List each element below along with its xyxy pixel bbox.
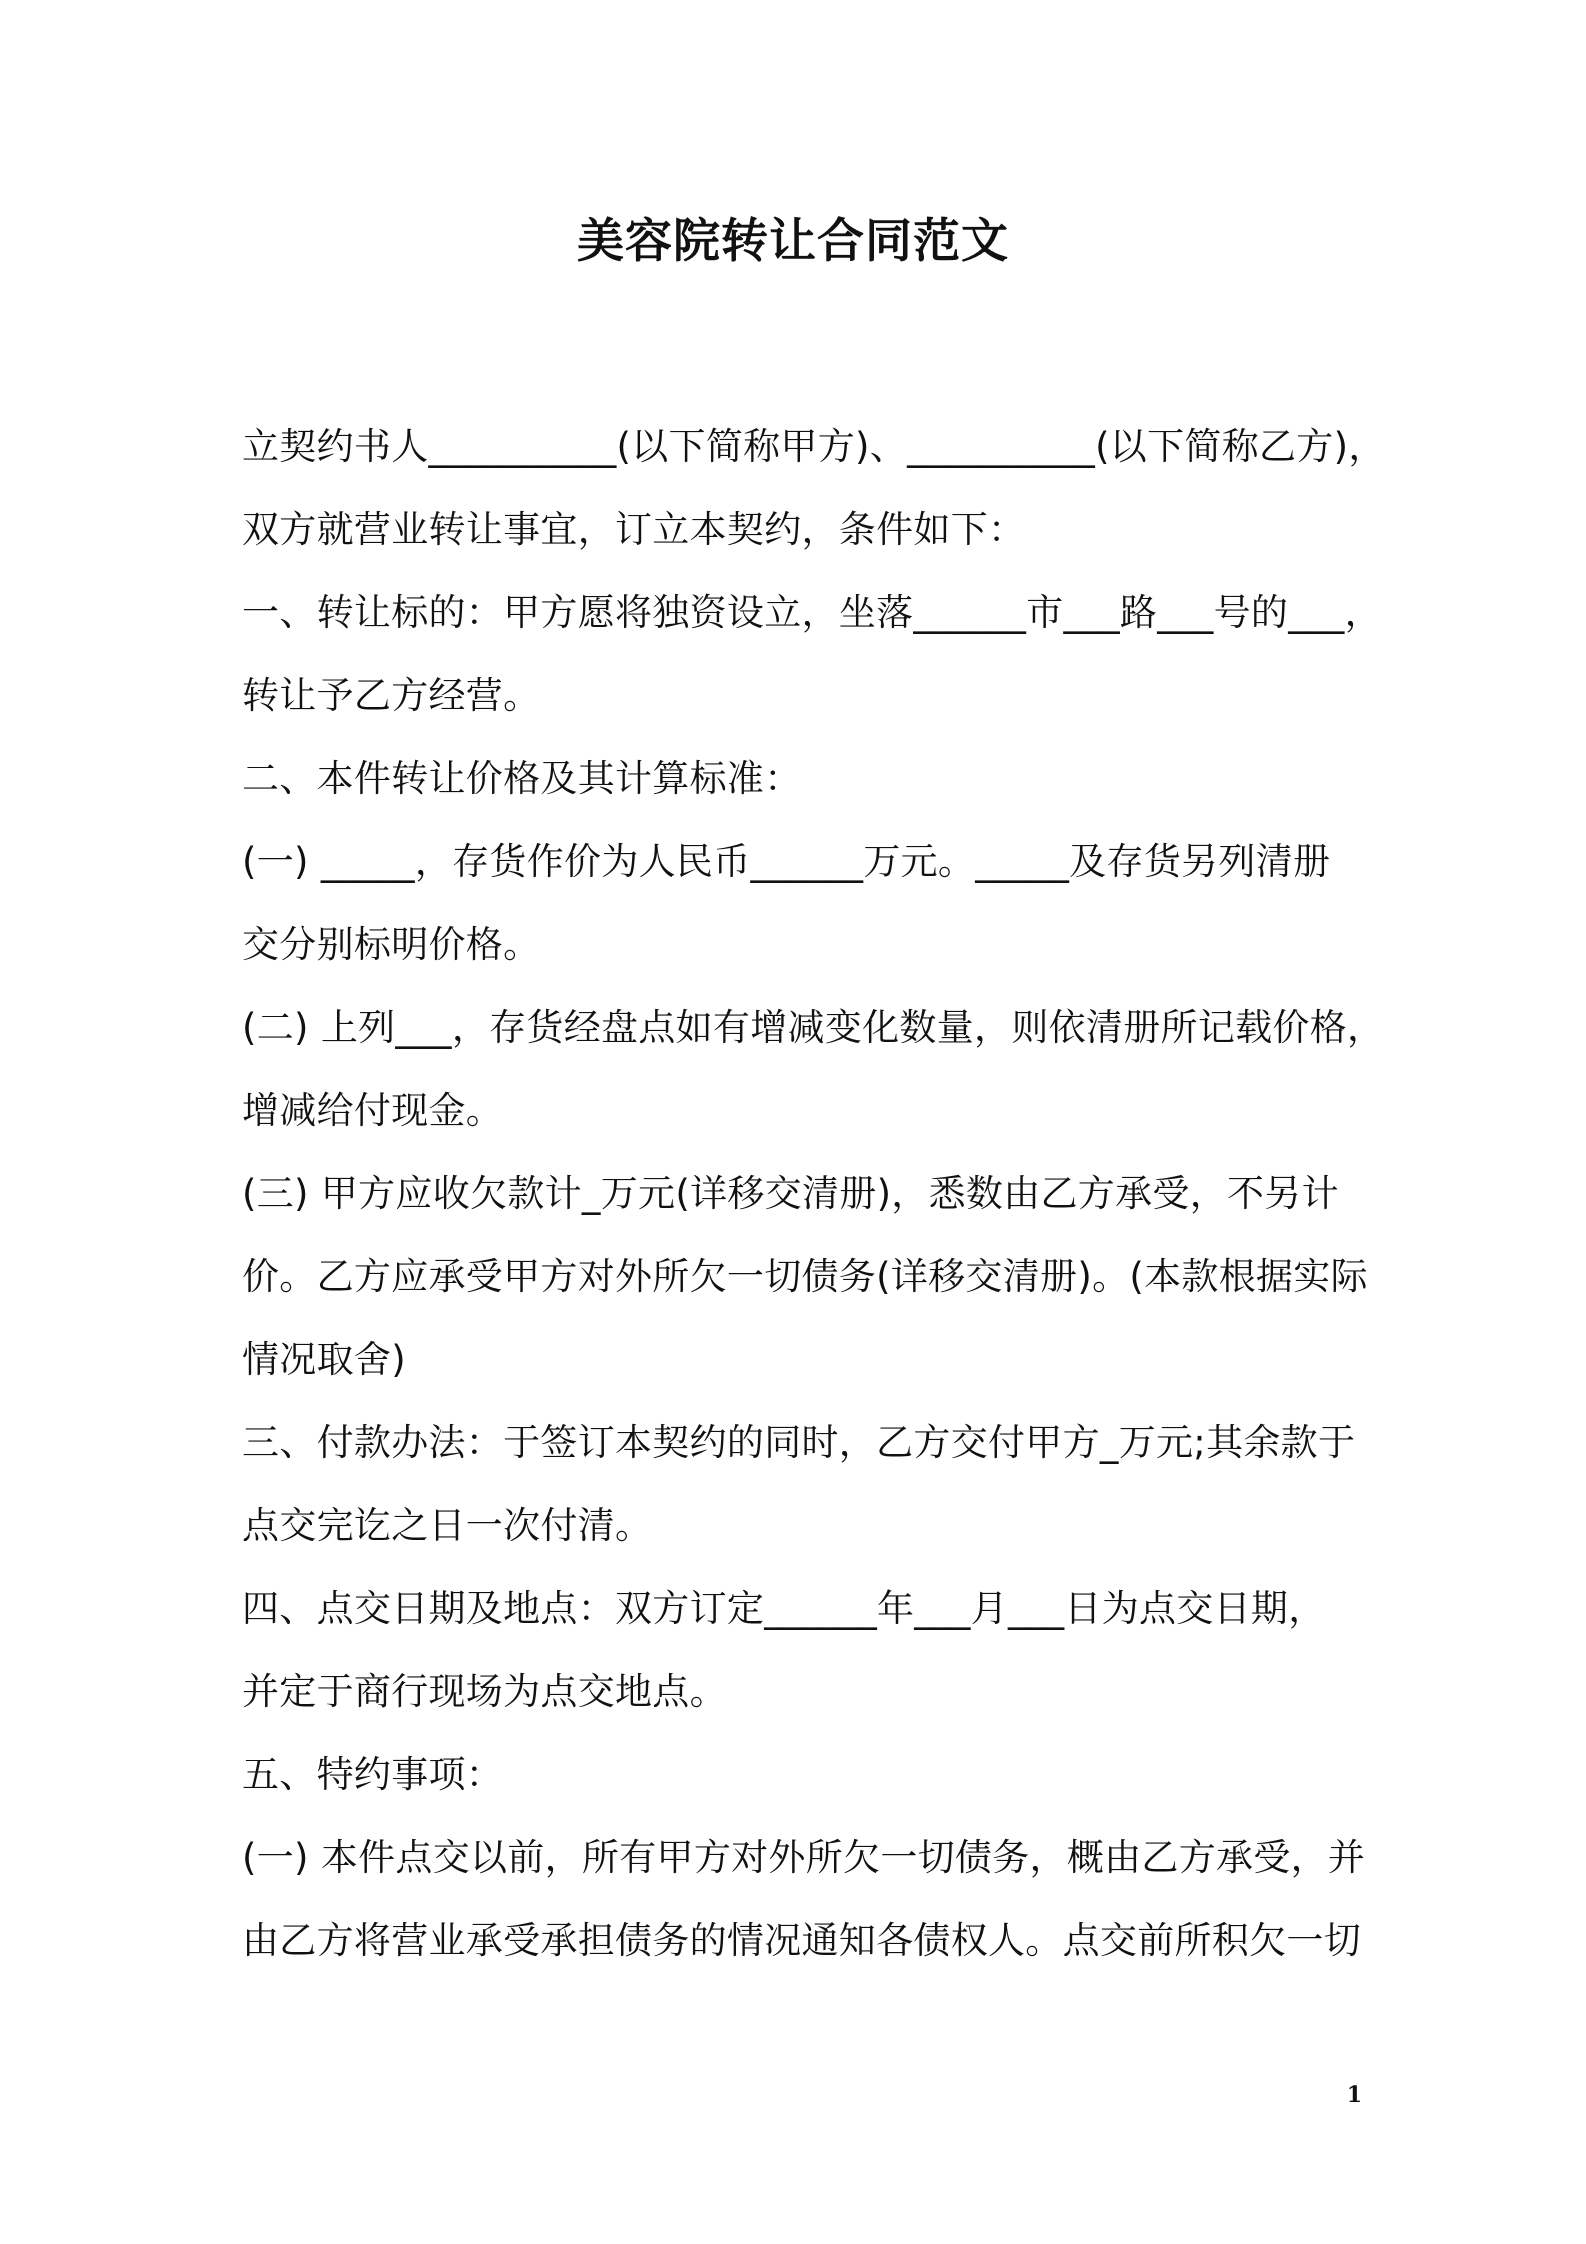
text-line: 点交完讫之日一次付清。	[242, 1504, 653, 1547]
text-line: 三、付款办法：于签订本契约的同时，乙方交付甲方_万元;其余款于	[242, 1421, 1356, 1464]
text-line: 价。乙方应承受甲方对外所欠一切债务(详移交清册)。(本款根据实际	[242, 1255, 1368, 1298]
text-line: 一、转让标的：甲方愿将独资设立，坐落______市___路___号的___，	[242, 591, 1382, 634]
text-line: 二、本件转让价格及其计算标准：	[242, 757, 802, 800]
text-line: 立契约书人__________(以下简称甲方)、__________(以下简称乙方)，	[242, 425, 1386, 468]
text-line: 四、点交日期及地点：双方订定______年___月___日为点交日期，	[242, 1587, 1326, 1630]
text-line: 并定于商行现场为点交地点。	[242, 1670, 727, 1713]
text-line: (三) 甲方应收欠款计_万元(详移交清册)，悉数由乙方承受，不另计	[242, 1172, 1339, 1215]
text-line: 情况取舍)	[242, 1338, 406, 1381]
contract-body	[242, 405, 1386, 1982]
text-line: 由乙方将营业承受承担债务的情况通知各债权人。点交前所积欠一切	[242, 1919, 1361, 1962]
text-line: 双方就营业转让事宜，订立本契约，条件如下：	[242, 508, 1026, 551]
text-line: 增减给付现金。	[242, 1089, 504, 1132]
text-line: (一) _____，存货作价为人民币______万元。_____及存货另列清册	[242, 840, 1331, 883]
text-line: (一) 本件点交以前，所有甲方对外所欠一切债务，概由乙方承受，并	[242, 1836, 1366, 1879]
document-title: 美容院转让合同范文	[577, 214, 1009, 269]
text-line: 五、特约事项：	[242, 1753, 504, 1796]
text-line: 交分别标明价格。	[242, 923, 541, 966]
page-number: 1	[1346, 2082, 1362, 2108]
text-line: 转让予乙方经营。	[242, 674, 541, 717]
text-line: (二) 上列___，存货经盘点如有增减变化数量，则依清册所记载价格，	[242, 1006, 1385, 1049]
